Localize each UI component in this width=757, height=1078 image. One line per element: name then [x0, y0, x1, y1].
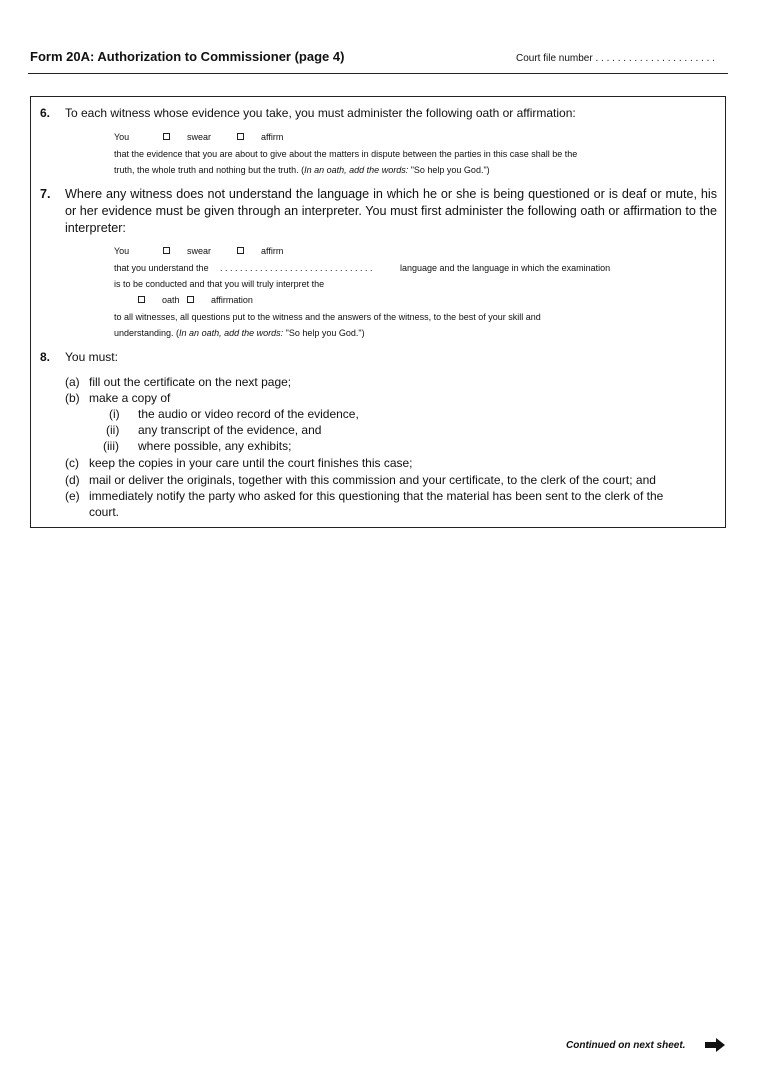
item-7-swear-checkbox[interactable]	[163, 247, 170, 254]
item-6-number: 6.	[40, 106, 51, 120]
header-divider	[28, 73, 728, 74]
item-7-affirmation-checkbox[interactable]	[187, 296, 194, 303]
right-arrow-icon	[704, 1038, 726, 1057]
item-8-a-label: (a)	[65, 375, 80, 389]
item-6-oath-line-2	[114, 165, 490, 175]
item-8-e-label: (e)	[65, 489, 80, 503]
item-7-line-4a: understanding. (	[114, 328, 180, 338]
item-6-oath-line-1: that the evidence that you are about to give about the matters in dispute between the parties in this case shall be the	[114, 149, 578, 159]
item-6-oath-note: In an oath, add the words:	[304, 165, 409, 175]
item-7-number: 7.	[40, 187, 51, 201]
item-7-line-4	[114, 328, 365, 338]
item-8-text: You must:	[65, 350, 118, 364]
item-6-swear-label: swear	[187, 132, 212, 142]
item-7-line-4c: "So help you God.")	[283, 328, 365, 338]
item-8-d-label: (d)	[65, 473, 80, 487]
item-8-d-text: mail or deliver the originals, together with this commission and your certificate, to the clerk of the court; and	[89, 473, 656, 487]
item-7-oath-label: oath	[162, 295, 180, 305]
item-8-b-ii-text: any transcript of the evidence, and	[138, 423, 322, 437]
item-7-line-2: is to be conducted and that you will truly interpret the	[114, 279, 325, 289]
item-6-oath-line-2c: "So help you God.")	[408, 165, 490, 175]
item-8-c-text: keep the copies in your care until the court finishes this case;	[89, 456, 413, 470]
item-7-affirm-label: affirm	[261, 246, 284, 256]
continued-note: Continued on next sheet.	[566, 1040, 686, 1051]
item-6-affirm-checkbox[interactable]	[237, 133, 244, 140]
item-8-c-label: (c)	[65, 456, 79, 470]
item-8-b-label: (b)	[65, 391, 80, 405]
item-8-b-i-text: the audio or video record of the evidence,	[138, 407, 359, 421]
item-7-oath-checkbox[interactable]	[138, 296, 145, 303]
item-6-affirm-label: affirm	[261, 132, 284, 142]
court-file-number-label: Court file number . . . . . . . . . . . . . . . . . . . . . .	[516, 53, 715, 64]
item-6-swear-checkbox[interactable]	[163, 133, 170, 140]
item-6-text: To each witness whose evidence you take, you must administer the following oath or affirmation:	[65, 106, 576, 120]
item-7-line-1a: that you understand the	[114, 263, 209, 273]
item-8-b-i-label: (i)	[109, 407, 120, 421]
item-8-b-text: make a copy of	[89, 391, 171, 405]
item-7-oath-note: In an oath, add the words:	[179, 328, 284, 338]
item-7-affirm-checkbox[interactable]	[237, 247, 244, 254]
item-7-line-3: to all witnesses, all questions put to the witness and the answers of the witness, to the best of your skill and	[114, 312, 541, 322]
item-7-swear-label: swear	[187, 246, 212, 256]
item-6-you: You	[114, 132, 130, 142]
item-8-e-text-line-1: immediately notify the party who asked for this questioning that the material has been sent to the clerk of the	[89, 489, 664, 503]
item-7-text: Where any witness does not understand the language in which he or she is being questioned or is deaf or mute, his or her evidence must be given through an interpreter. You must first administer the following oath or affirmation to the interpreter:	[65, 187, 717, 235]
item-8-b-ii-label: (ii)	[106, 423, 120, 437]
item-8-number: 8.	[40, 350, 51, 364]
item-8-b-iii-text: where possible, any exhibits;	[138, 439, 292, 453]
item-7-affirmation-label: affirmation	[211, 295, 253, 305]
item-8-e-text-line-2: court.	[89, 505, 120, 519]
item-7-you: You	[114, 246, 130, 256]
item-7-line-1b: language and the language in which the examination	[400, 263, 611, 273]
item-7-language-blank: . . . . . . . . . . . . . . . . . . . . . . . . . . . . . . .	[220, 263, 373, 273]
item-8-b-iii-label: (iii)	[103, 439, 119, 453]
item-8-a-text: fill out the certificate on the next page;	[89, 375, 292, 389]
item-6-oath-line-2a: truth, the whole truth and nothing but the truth. (	[114, 165, 305, 175]
page-title: Form 20A: Authorization to Commissioner (page 4)	[30, 49, 345, 64]
